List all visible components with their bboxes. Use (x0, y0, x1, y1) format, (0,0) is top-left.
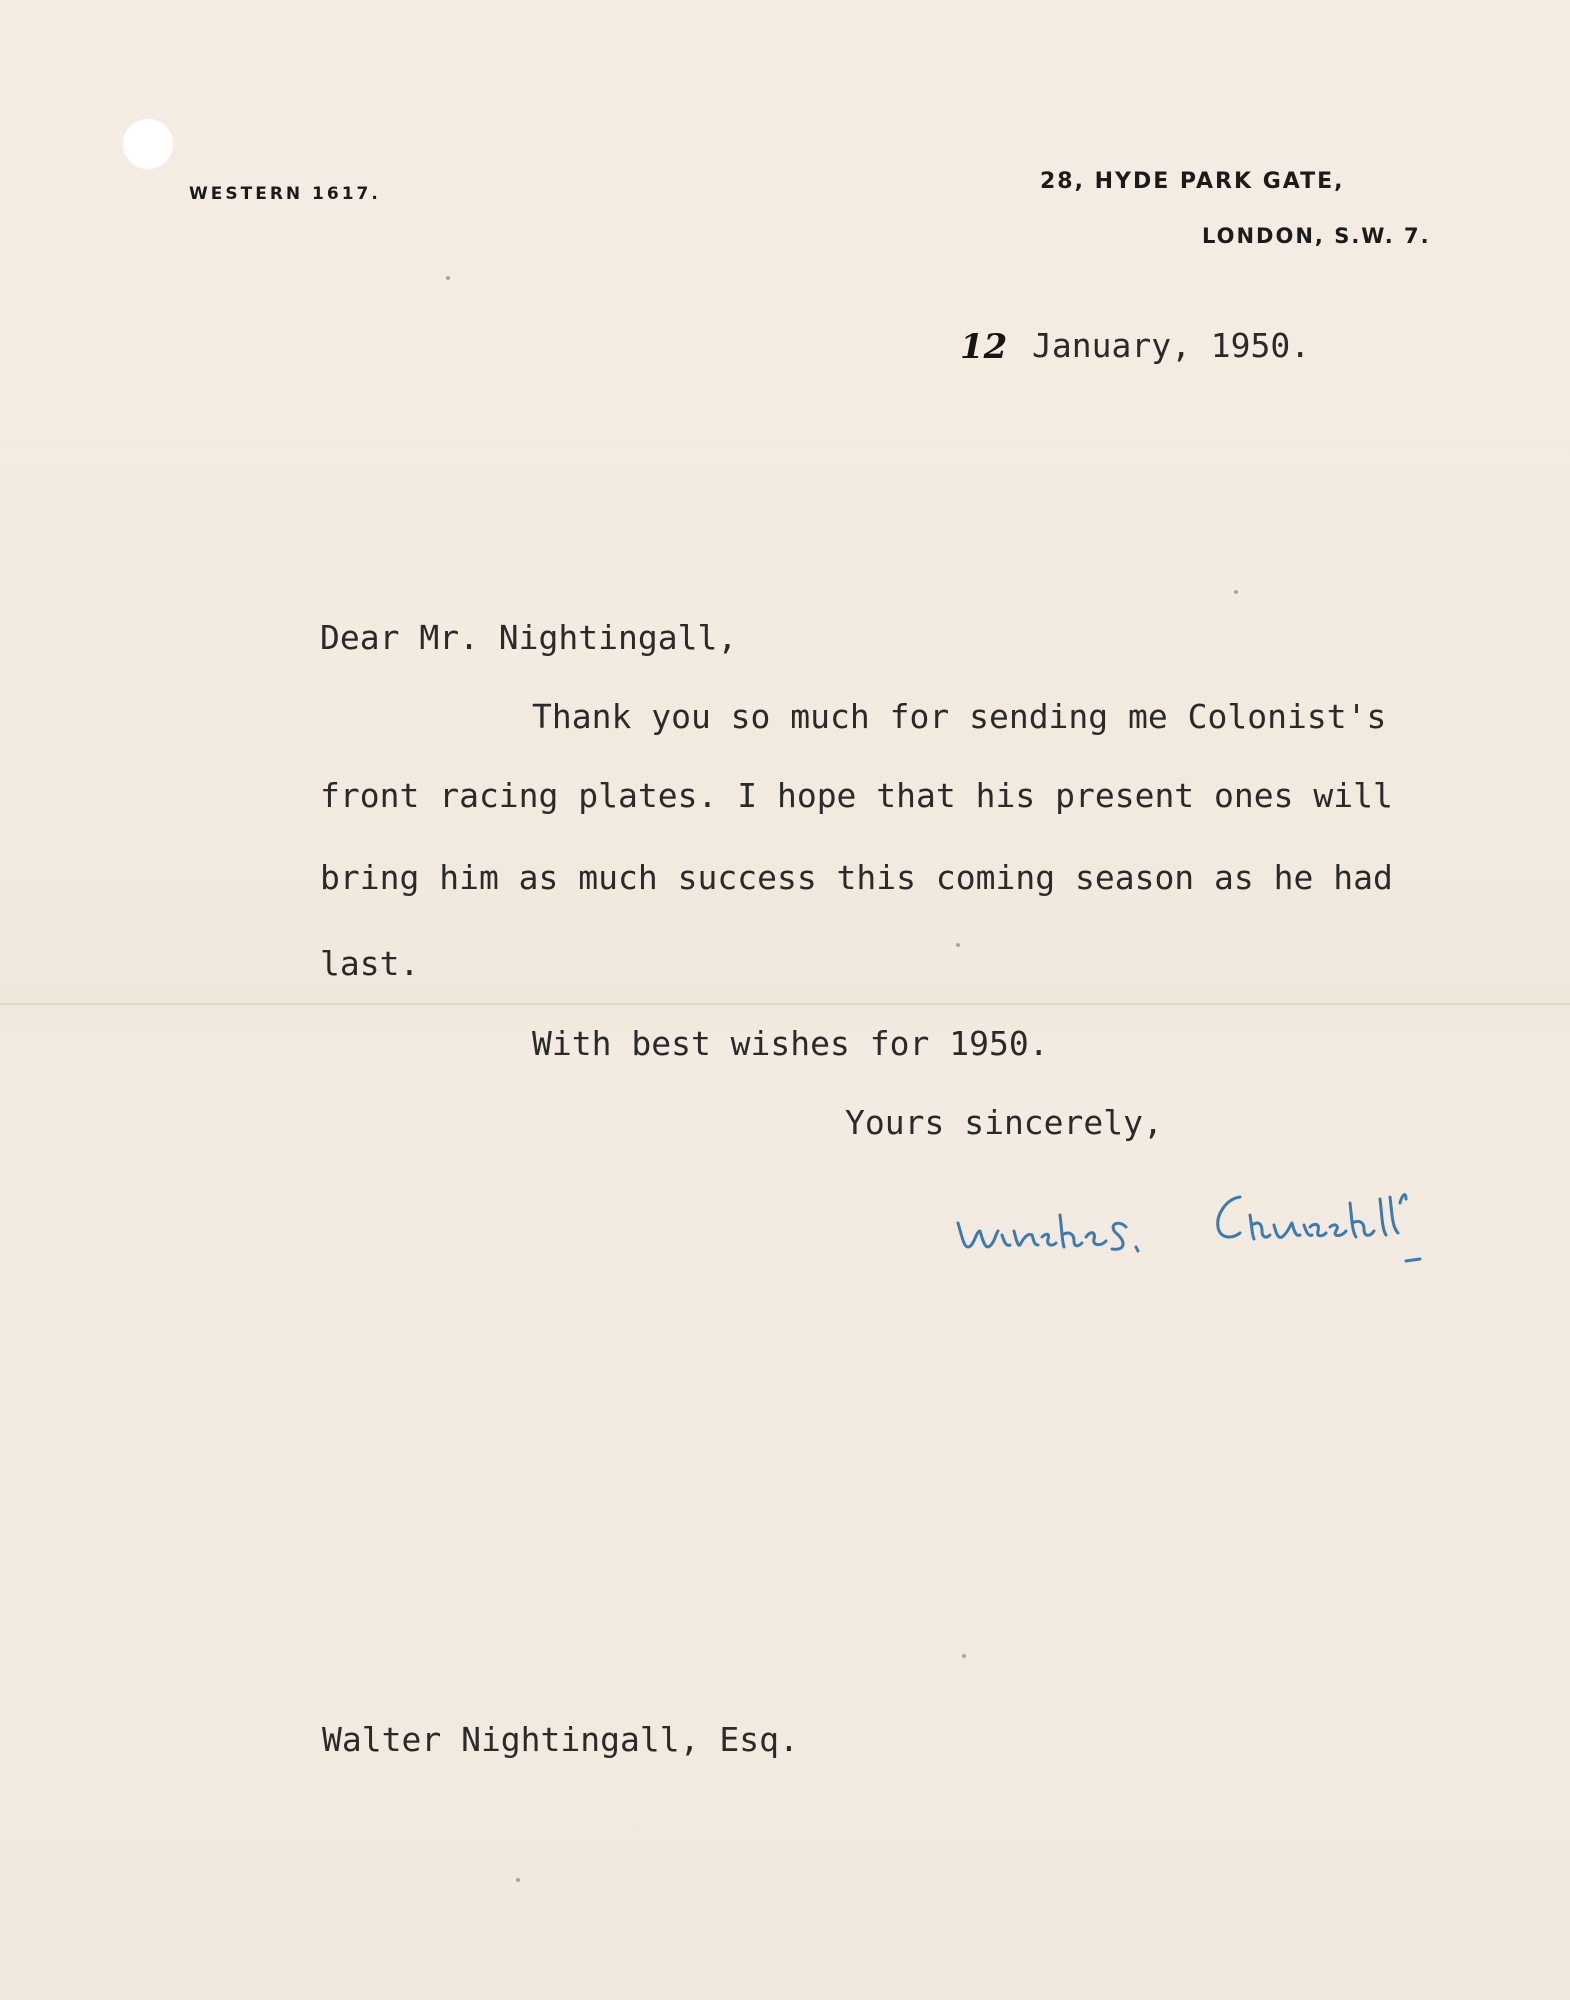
body-line: front racing plates. I hope that his present ones will (320, 776, 1393, 815)
body-line: bring him as much success this coming season as he had (320, 858, 1393, 897)
paper-speck (962, 1654, 966, 1658)
paper-speck (956, 943, 960, 947)
paper-fold (0, 1003, 1570, 1005)
best-wishes-line: With best wishes for 1950. (532, 1024, 1049, 1063)
salutation: Dear Mr. Nightingall, (320, 618, 738, 657)
paper-speck (446, 276, 450, 280)
punch-hole (122, 118, 174, 170)
letter-date: January, 1950. (1032, 326, 1311, 365)
handwritten-day: 12 (960, 327, 1008, 367)
body-line: Thank you so much for sending me Colonist's (532, 697, 1387, 736)
complimentary-close: Yours sincerely, (845, 1103, 1163, 1142)
body-line: last. (320, 944, 420, 983)
letterhead-address-line1: 28, HYDE PARK GATE, (1040, 169, 1345, 194)
paper-speck (1234, 590, 1238, 594)
recipient-name: Walter Nightingall, Esq. (322, 1720, 799, 1759)
letterhead-phone: WESTERN 1617. (189, 184, 381, 204)
paper-speck (516, 1878, 520, 1882)
letterhead-address-line2: LONDON, S.W. 7. (1202, 224, 1431, 248)
handwritten-signature (950, 1175, 1480, 1285)
